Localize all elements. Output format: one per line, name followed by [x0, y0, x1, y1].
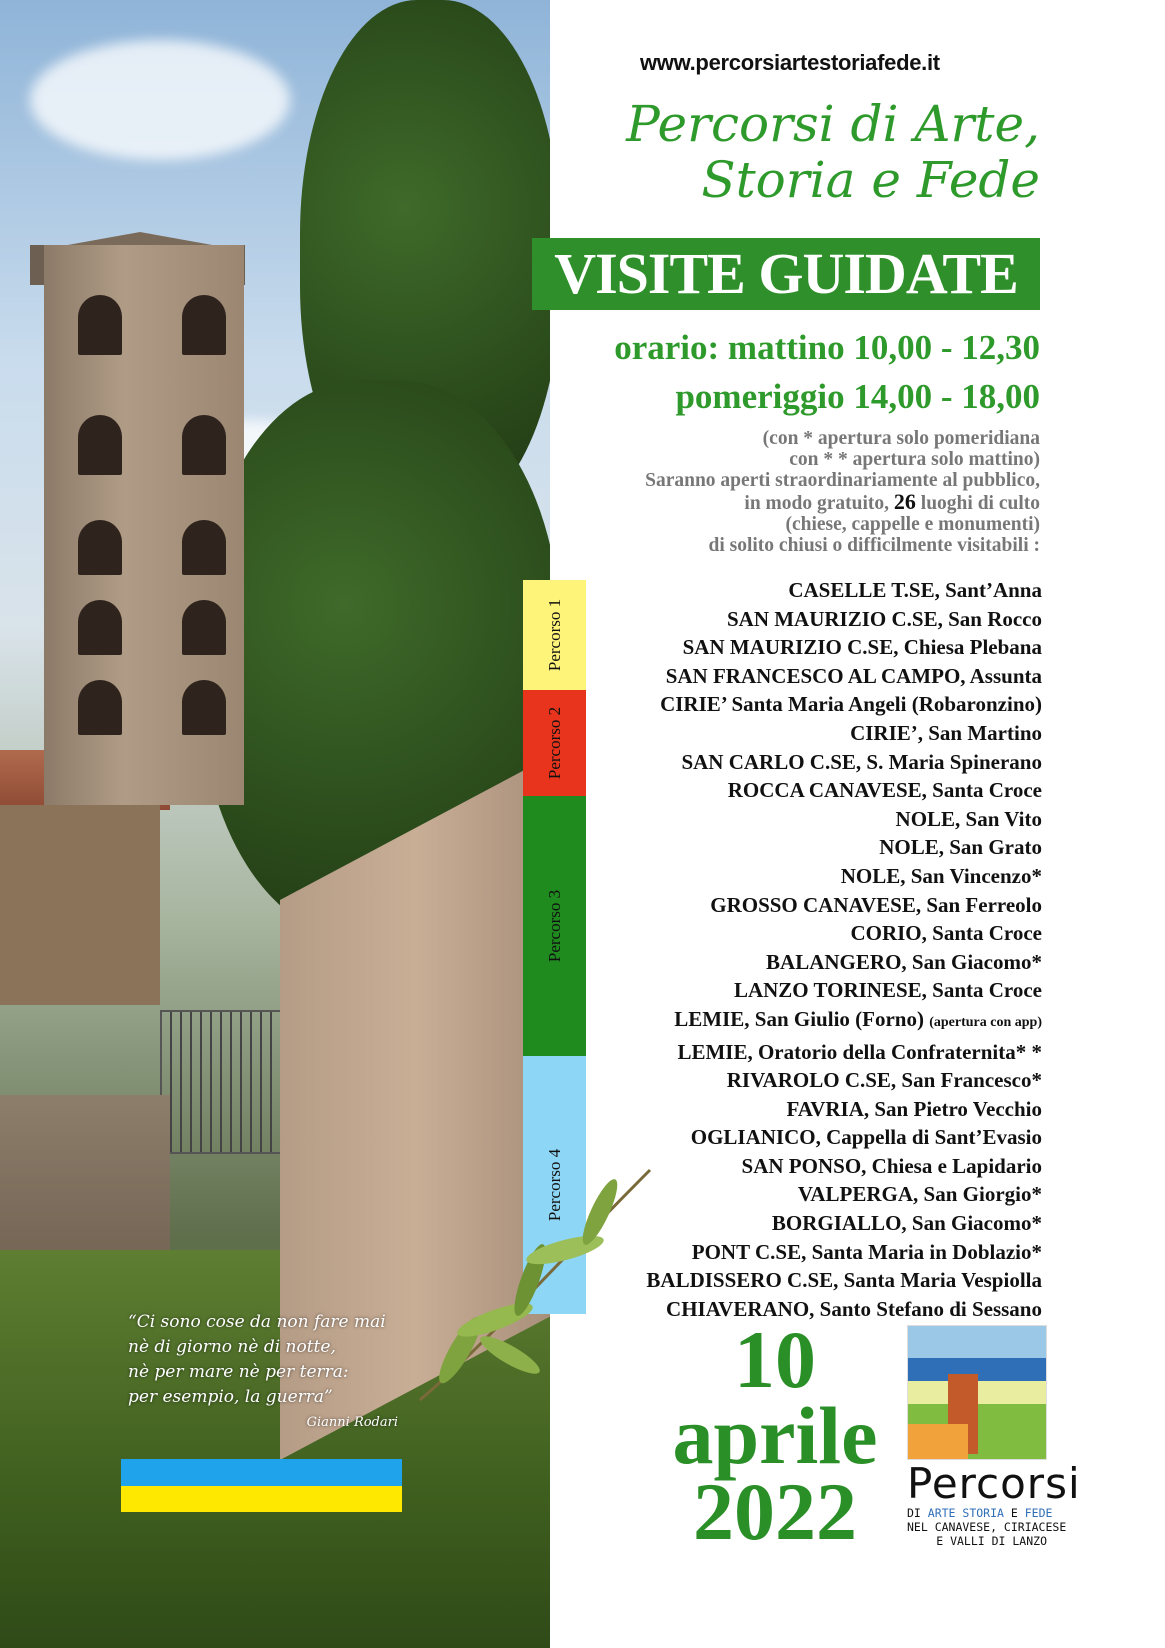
quote-line: per esempio, la guerra”: [128, 1387, 333, 1407]
app-note: (apertura con app): [929, 1014, 1042, 1030]
quote-author: Gianni Rodari: [306, 1415, 398, 1430]
list-item: OGLIANICO, Cappella di Sant’Evasio: [690, 1125, 1042, 1150]
flag-blue-stripe: [121, 1459, 402, 1486]
list-item: SAN FRANCESCO AL CAMPO, Assunta: [665, 663, 1042, 688]
title-line: Percorsi di Arte,: [626, 95, 1040, 153]
ukraine-flag: [121, 1459, 402, 1512]
list-item: SAN PONSO, Chiesa e Lapidario: [741, 1153, 1042, 1178]
percorso-1-bar: [523, 580, 586, 690]
list-item: FAVRIA, San Pietro Vecchio: [786, 1096, 1042, 1121]
hours-afternoon: pomeriggio 14,00 - 18,00: [675, 377, 1040, 416]
logo-title: Percorsi: [907, 1459, 1081, 1508]
list-item: VALPERGA, San Giorgio*: [797, 1182, 1042, 1207]
event-date: [660, 1314, 890, 1557]
percorso-2-bar: [523, 690, 586, 796]
list-item: ROCCA CANAVESE, Santa Croce: [727, 778, 1042, 803]
list-item: BALDISSERO C.SE, Santa Maria Vespiolla: [646, 1268, 1042, 1293]
note-line: di solito chiusi o difficilmente visitabili :: [708, 535, 1040, 556]
note-line: (chiese, cappelle e monumenti): [785, 514, 1040, 535]
note-line: con * * apertura solo mattino): [789, 449, 1040, 470]
note-line: (con * apertura solo pomeridiana: [762, 428, 1040, 449]
list-item: PONT C.SE, Santa Maria in Doblazio*: [691, 1239, 1042, 1264]
quote-line: nè di giorno nè di notte,: [128, 1337, 336, 1357]
tower-window: [182, 295, 226, 355]
places-list: [590, 576, 1042, 1323]
logo-subtitle: [907, 1506, 1067, 1548]
percorso-3-bar: [523, 796, 586, 1056]
list-item: NOLE, San Vito: [895, 806, 1042, 831]
tower-window: [182, 680, 226, 735]
iron-gate: [160, 1010, 284, 1154]
list-item: BALANGERO, San Giacomo*: [766, 949, 1042, 974]
list-item: RIVAROLO C.SE, San Francesco*: [726, 1068, 1042, 1093]
hours-morning: orario: mattino 10,00 - 12,30: [614, 328, 1040, 367]
logo-image: [907, 1325, 1047, 1460]
percorso-label: Percorso 1: [544, 598, 564, 672]
note-line: [540, 491, 1040, 514]
list-item: CIRIE’ Santa Maria Angeli (Robaronzino): [660, 692, 1042, 717]
percorso-label: Percorso 4: [544, 1148, 564, 1222]
title-line: Storia e Fede: [701, 151, 1040, 209]
logo-text: DI: [907, 1506, 928, 1520]
list-item: NOLE, San Grato: [879, 835, 1042, 860]
list-item: GROSSO CANAVESE, San Ferreolo: [710, 892, 1042, 917]
tower-window: [182, 520, 226, 575]
date-year: 2022: [693, 1466, 857, 1557]
quote-line: nè per mare nè per terra:: [128, 1362, 349, 1382]
rodari-quote: [128, 1310, 418, 1435]
list-item: [590, 1005, 1042, 1038]
info-notes: [540, 428, 1040, 556]
tower-window: [78, 295, 122, 355]
list-item: SAN MAURIZIO C.SE, San Rocco: [726, 606, 1042, 631]
logo-sub-line: NEL CANAVESE, CIRIACESE: [907, 1520, 1067, 1534]
count-26: 26: [893, 489, 916, 514]
date-month: aprile: [672, 1390, 878, 1481]
list-item: CORIO, Santa Croce: [850, 921, 1042, 946]
logo-text: FEDE: [1024, 1506, 1053, 1520]
note-line: Saranno aperti straordinariamente al pubblico,: [645, 470, 1040, 491]
list-item: BORGIALLO, San Giacomo*: [771, 1211, 1042, 1236]
website-url[interactable]: www.percorsiartestoriafede.it: [640, 50, 940, 75]
logo-text: E: [1003, 1506, 1025, 1520]
place-text: LEMIE, San Giulio (Forno): [674, 1006, 924, 1031]
list-item: NOLE, San Vincenzo*: [840, 863, 1042, 888]
cloud: [30, 40, 290, 160]
list-item: CASELLE T.SE, Sant’Anna: [788, 578, 1042, 602]
tower-window: [78, 600, 122, 655]
note-text: in modo gratuito,: [744, 493, 894, 514]
poster-title: [540, 96, 1040, 208]
tower-window: [78, 680, 122, 735]
list-item: SAN CARLO C.SE, S. Maria Spinerano: [681, 749, 1042, 774]
percorso-label: Percorso 3: [544, 889, 564, 963]
logo-text: ARTE STORIA: [927, 1506, 1004, 1520]
quote-line: “Ci sono cose da non fare mai: [128, 1312, 386, 1332]
percorso-label: Percorso 2: [544, 706, 564, 780]
date-day: 10: [734, 1314, 816, 1405]
logo-sub-line: E VALLI DI LANZO: [936, 1534, 1047, 1548]
tower-window: [182, 415, 226, 475]
flag-yellow-stripe: [121, 1486, 402, 1513]
list-item: LEMIE, Oratorio della Confraternita* *: [677, 1039, 1042, 1064]
logo-sub-line: [907, 1506, 1053, 1520]
note-text: luoghi di culto: [915, 493, 1040, 514]
list-item: LANZO TORINESE, Santa Croce: [733, 978, 1042, 1003]
list-item: SAN MAURIZIO C.SE, Chiesa Plebana: [682, 635, 1042, 660]
visite-guidate-banner: VISITE GUIDATE: [532, 238, 1040, 310]
tower-window: [78, 520, 122, 575]
bell-tower: [44, 245, 244, 805]
house-icon: [908, 1424, 968, 1459]
list-item: CHIAVERANO, Santo Stefano di Sessano: [666, 1296, 1042, 1321]
tower-window: [78, 415, 122, 475]
house: [0, 805, 160, 1005]
percorsi-logo: [907, 1325, 1081, 1548]
tower-window: [182, 600, 226, 655]
list-item: CIRIE’, San Martino: [850, 720, 1042, 745]
